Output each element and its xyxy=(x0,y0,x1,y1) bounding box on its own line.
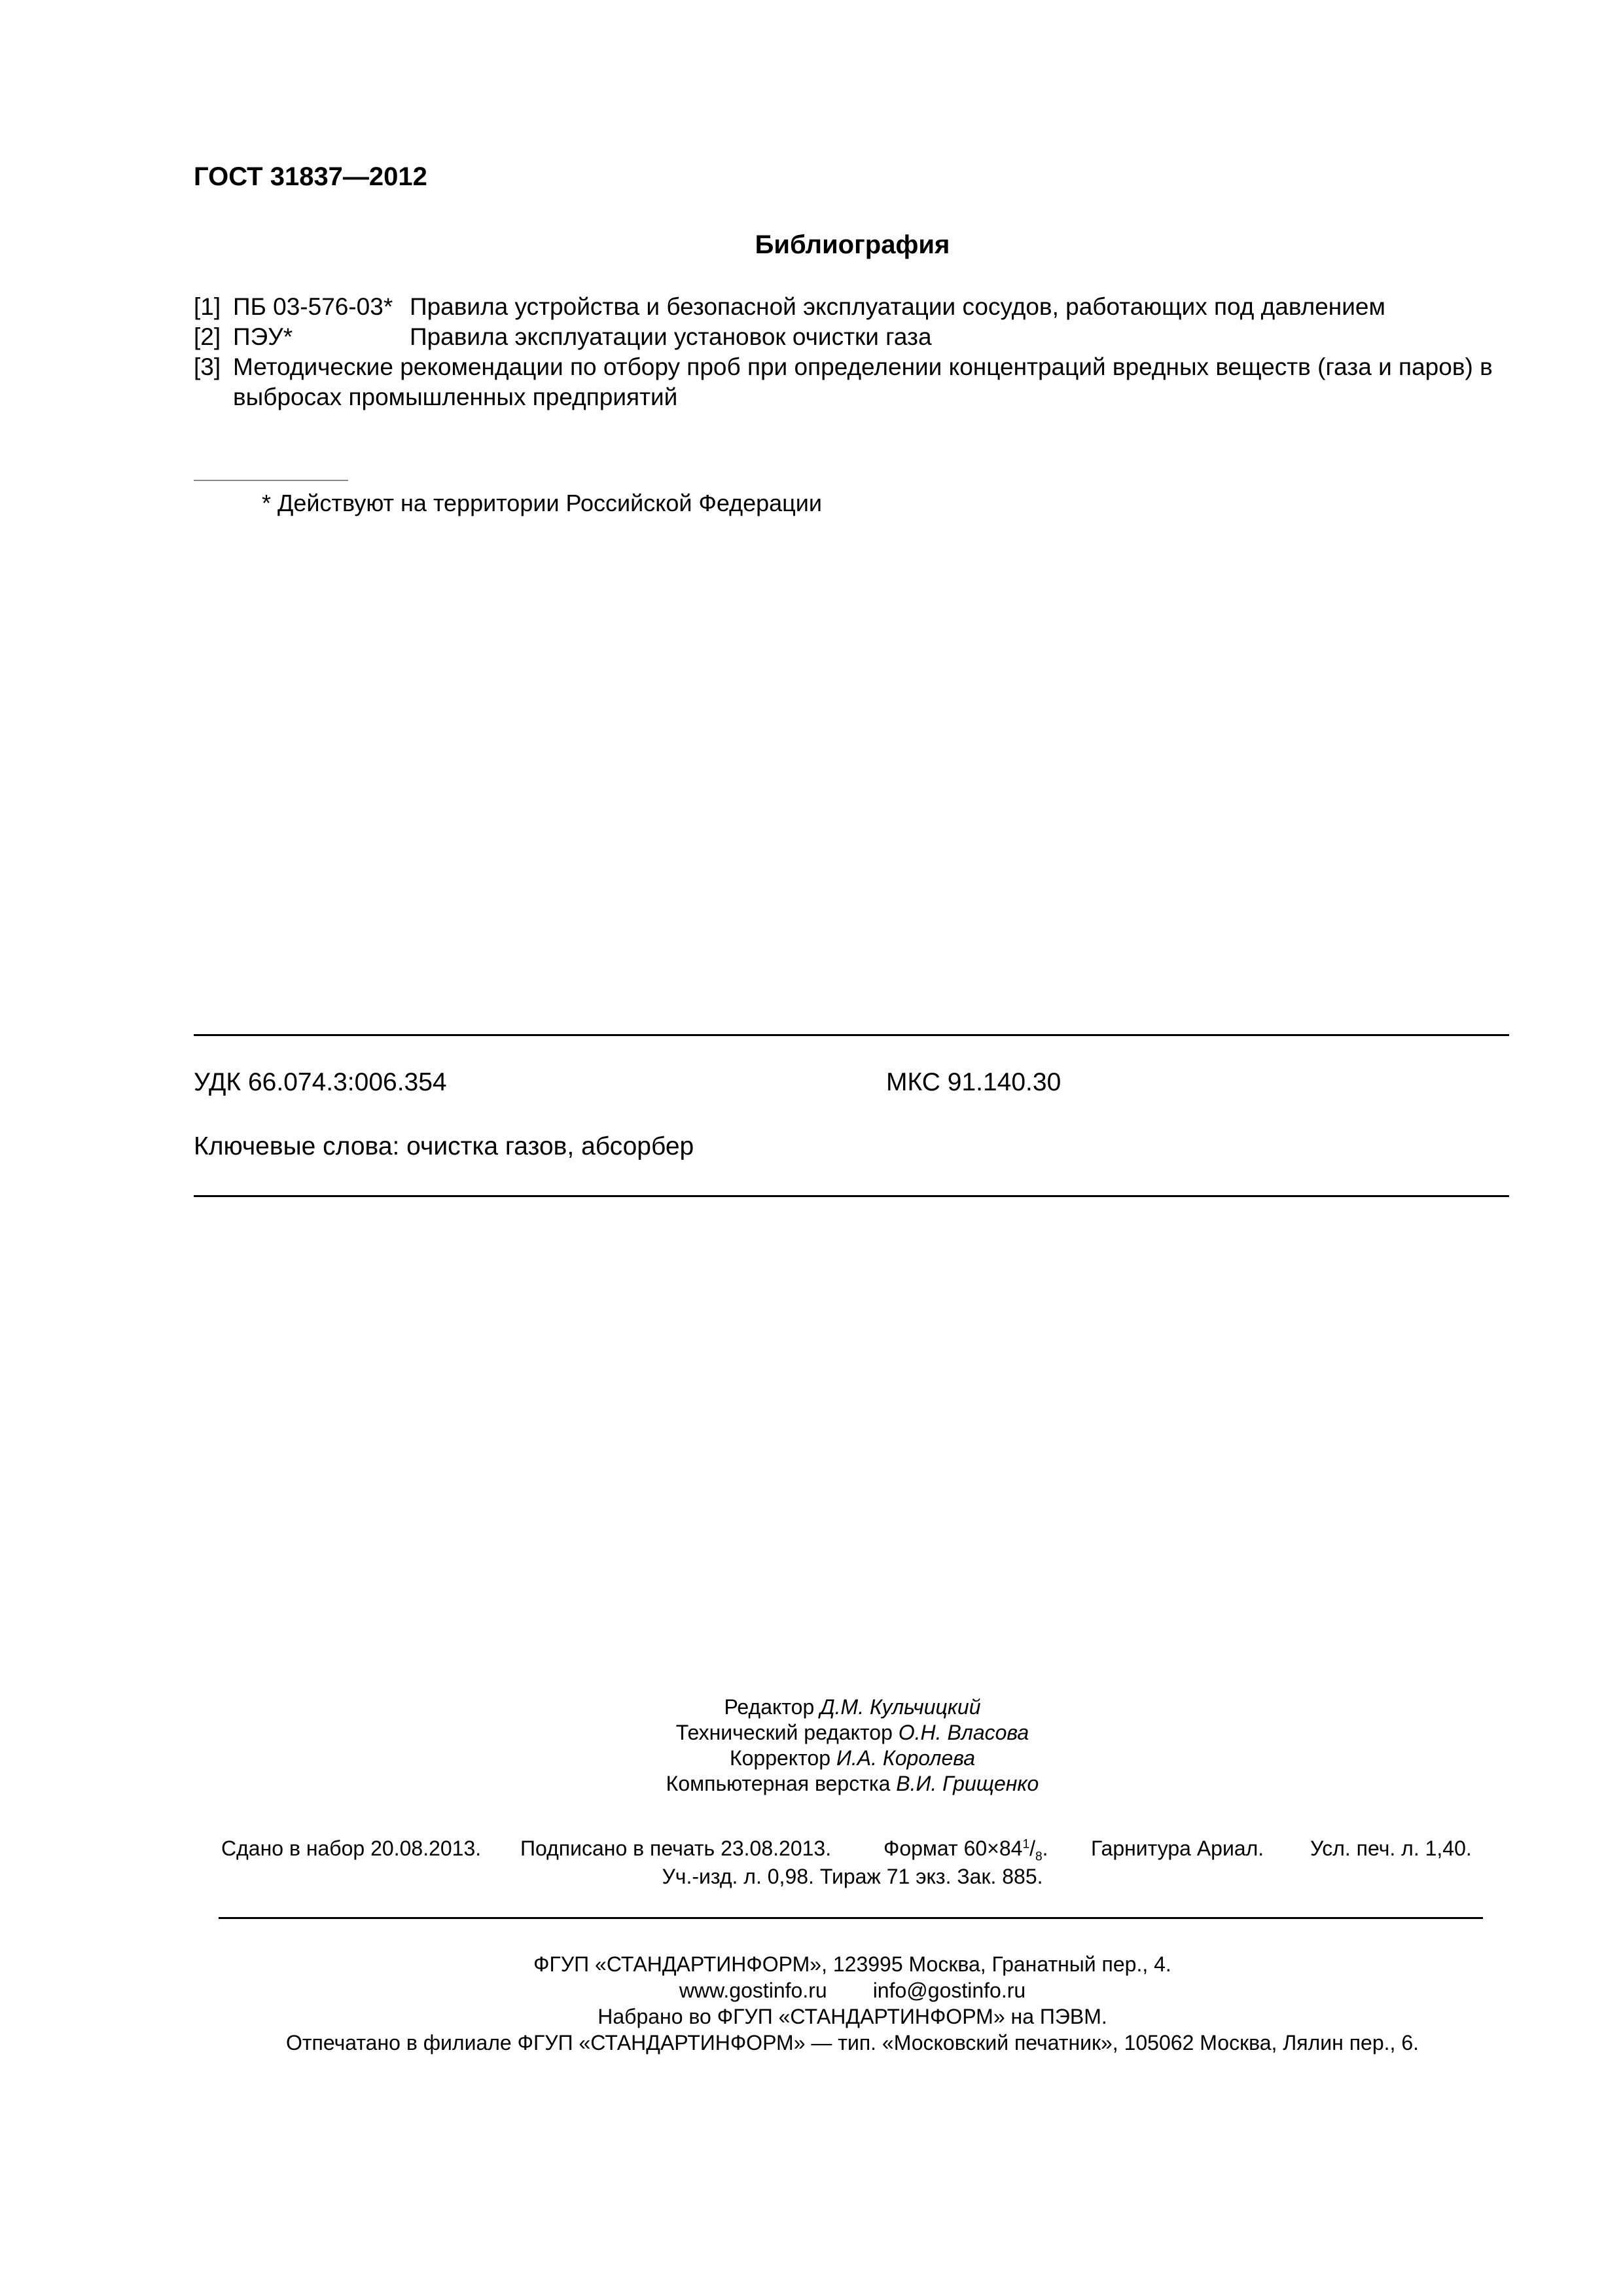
bib-entry-2-number: [2] xyxy=(194,323,221,350)
credit-editor-label: Редактор xyxy=(724,1695,815,1719)
publisher-contacts xyxy=(0,1977,1623,2003)
imprint-line-2: Уч.-изд. л. 0,98. Тираж 71 экз. Зак. 885. xyxy=(662,1865,1043,1888)
credit-editor-name: Д.М. Кульчицкий xyxy=(820,1695,981,1719)
document-code: ГОСТ 31837—2012 xyxy=(194,162,427,191)
imprint-signed: Подписано в печать 23.08.2013. xyxy=(520,1837,832,1860)
credit-tech-editor-name: О.Н. Власова xyxy=(898,1721,1029,1744)
bib-entry-1-text: Правила устройства и безопасной эксплуатации сосудов, работающих под давлением xyxy=(410,293,1385,320)
credit-corrector-label: Корректор xyxy=(729,1746,831,1770)
publisher-address: ФГУП «СТАНДАРТИНФОРМ», 123995 Москва, Гранатный пер., 4. xyxy=(533,1952,1171,1976)
imprint-submitted: Сдано в набор 20.08.2013. xyxy=(221,1837,482,1860)
bib-entry-2-text: Правила эксплуатации установок очистки газа xyxy=(410,323,932,350)
credit-corrector xyxy=(0,1746,1623,1771)
classification-top-rule xyxy=(194,1034,1509,1036)
publisher-printed: Отпечатано в филиале ФГУП «СТАНДАРТИНФОРМ» — тип. «Московский печатник», 105062 Москва, Лялин пер., 6. xyxy=(285,2031,1419,2054)
credit-editor xyxy=(0,1695,1623,1720)
bib-entry-2-code: ПЭУ* xyxy=(233,323,293,350)
imprint-bottom-rule xyxy=(219,1917,1483,1919)
footnote-separator xyxy=(194,480,348,481)
credit-corrector-name: И.А. Королева xyxy=(836,1746,976,1770)
credit-layout-name: В.И. Грищенко xyxy=(896,1772,1039,1795)
publisher-typeset: Набрано во ФГУП «СТАНДАРТИНФОРМ» на ПЭВМ. xyxy=(597,2005,1107,2028)
bib-entry-3-number: [3] xyxy=(194,353,221,380)
bib-entry-1-number: [1] xyxy=(194,293,221,320)
footnote-text: * Действуют на территории Российской Федерации xyxy=(262,490,823,516)
bib-entry-3-text: Методические рекомендации по отбору проб при определении концентраций вредных веществ (газа и паров) в выбросах промышленных предприятий xyxy=(233,353,1493,410)
udk-code: УДК 66.074.3:006.354 xyxy=(194,1068,447,1096)
keywords: Ключевые слова: очистка газов, абсорбер xyxy=(194,1132,694,1160)
imprint-sheets: Усл. печ. л. 1,40. xyxy=(1310,1837,1472,1860)
publisher-website: www.gostinfo.ru xyxy=(679,1979,827,2002)
credit-layout-label: Компьютерная верстка xyxy=(666,1772,891,1795)
credit-tech-editor-label: Технический редактор xyxy=(675,1721,893,1744)
credit-tech-editor xyxy=(0,1720,1623,1746)
classification-bottom-rule xyxy=(194,1195,1509,1197)
mks-code: МКС 91.140.30 xyxy=(886,1068,1061,1096)
publisher-email: info@gostinfo.ru xyxy=(872,1979,1026,2002)
bibliography-title: Библиография xyxy=(755,230,950,259)
imprint-format: Формат $60\times 84^1/_8$. xyxy=(883,1837,1048,1864)
bib-entry-1-code: ПБ 03-576-03* xyxy=(233,293,393,320)
credit-layout xyxy=(0,1771,1623,1797)
imprint-font: Гарнитура Ариал. xyxy=(1091,1837,1264,1860)
